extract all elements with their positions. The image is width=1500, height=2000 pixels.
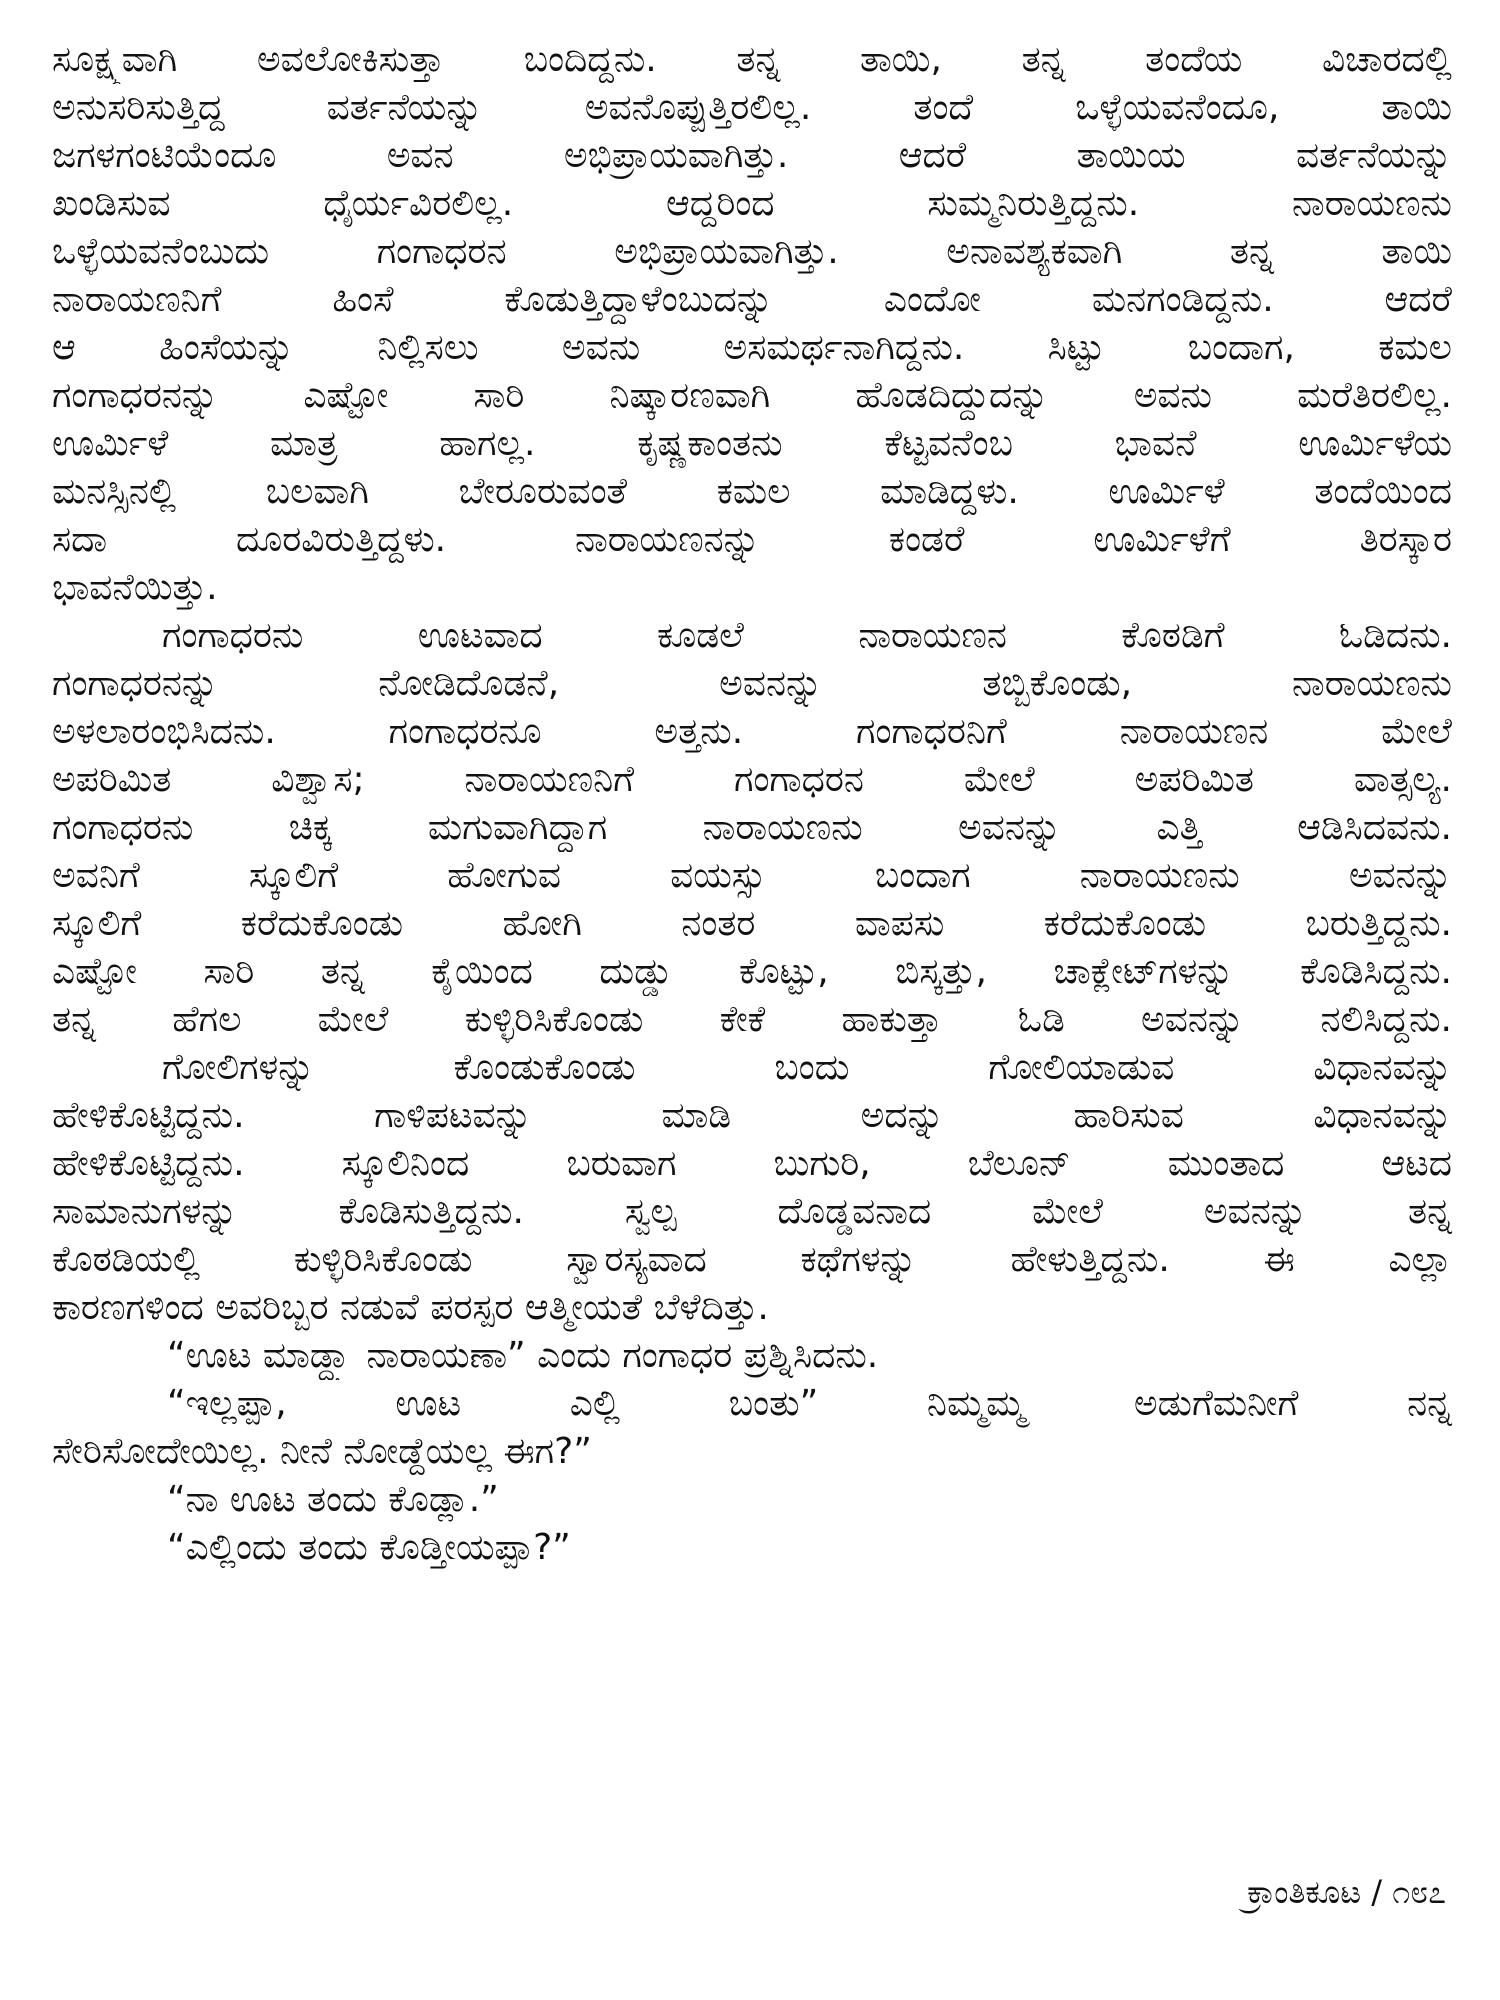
text-line: ಅಳಲಾರಂಭಿಸಿದನು. ಗಂಗಾಧರನೂ ಅತ್ತನು. ಗಂಗಾಧರನಿಗೆ ನಾರಾಯಣನ ಮೇಲೆ: [52, 711, 1452, 752]
text-line: ಗೋಲಿಗಳನ್ನು ಕೊಂಡುಕೊಂಡು ಬಂದು ಗೋಲಿಯಾಡುವ ವಿಧಾನವನ್ನು: [162, 1047, 1452, 1088]
text-line: “ನಾ ಊಟ ತಂದು ಕೊಡ್ಲಾ.”: [167, 1479, 499, 1520]
text-line: ಅಪರಿಮಿತ ವಿಶ್ವಾಸ; ನಾರಾಯಣನಿಗೆ ಗಂಗಾಧರನ ಮೇಲೆ ಅಪರಿಮಿತ ವಾತ್ಸಲ್ಯ.: [52, 759, 1452, 800]
text-line: “ಇಲ್ಲಪ್ಪಾ, ಊಟ ಎಲ್ಲಿ ಬಂತು” ನಿಮ್ಮಮ್ಮ ಅಡುಗೆಮನೀಗೆ ನನ್ನ: [167, 1383, 1452, 1424]
text-line: ಎಷ್ಟೋ ಸಾರಿ ತನ್ನ ಕೈಯಿಂದ ದುಡ್ಡು ಕೊಟ್ಟು, ಬಿಸ್ಕತ್ತು, ಚಾಕ್ಲೇಟ್‌ಗಳನ್ನು ಕೊಡಿಸಿದ್ದನು.: [52, 951, 1452, 992]
text-line: ಸೂಕ್ಷ್ಮವಾಗಿ ಅವಲೋಕಿಸುತ್ತಾ ಬಂದಿದ್ದನು. ತನ್ನ ತಾಯಿ, ತನ್ನ ತಂದೆಯ ವಿಚಾರದಲ್ಲಿ: [52, 39, 1452, 80]
text-line: ಸಾಮಾನುಗಳನ್ನು ಕೊಡಿಸುತ್ತಿದ್ದನು. ಸ್ವಲ್ಪ ದೊಡ್ಡವನಾದ ಮೇಲೆ ಅವನನ್ನು ತನ್ನ: [52, 1191, 1452, 1232]
text-line: ಕಾರಣಗಳಿಂದ ಅವರಿಬ್ಬರ ನಡುವೆ ಪರಸ್ಪರ ಆತ್ಮೀಯತೆ ಬೆಳೆದಿತ್ತು.: [52, 1287, 769, 1328]
text-line: ಗಂಗಾಧರನು ಊಟವಾದ ಕೂಡಲೆ ನಾರಾಯಣನ ಕೊಠಡಿಗೆ ಓಡಿದನು.: [162, 615, 1452, 656]
paragraph-3: [52, 1044, 1452, 1332]
dialogue-2: [52, 1380, 1452, 1476]
text-line: “ಊಟ ಮಾಡ್ದ್ಯಾ ನಾರಾಯಣಾ” ಎಂದು ಗಂಗಾಧರ ಪ್ರಶ್ನಿಸಿದನು.: [167, 1335, 879, 1376]
text-line: ಸದಾ ದೂರವಿರುತ್ತಿದ್ದಳು. ನಾರಾಯಣನನ್ನು ಕಂಡರೆ ಊರ್ಮಿಳೆಗೆ ತಿರಸ್ಕಾರ: [52, 519, 1452, 560]
text-line: ತನ್ನ ಹೆಗಲ ಮೇಲೆ ಕುಳ್ಳಿರಿಸಿಕೊಂಡು ಕೇಕೆ ಹಾಕುತ್ತಾ ಓಡಿ ಅವನನ್ನು ನಲಿಸಿದ್ದನು.: [52, 999, 1452, 1040]
text-line: ಅನುಸರಿಸುತ್ತಿದ್ದ ವರ್ತನೆಯನ್ನು ಅವನೊಪ್ಪುತ್ತಿರಲಿಲ್ಲ. ತಂದೆ ಒಳ್ಳೆಯವನೆಂದೂ, ತಾಯಿ: [52, 87, 1452, 128]
dialogue-4: [52, 1524, 1452, 1572]
text-line: ಊರ್ಮಿಳೆ ಮಾತ್ರ ಹಾಗಲ್ಲ. ಕೃಷ್ಣಕಾಂತನು ಕೆಟ್ಟವನೆಂಬ ಭಾವನೆ ಊರ್ಮಿಳೆಯ: [52, 423, 1452, 464]
text-line: “ಎಲ್ಲಿಂದು ತಂದು ಕೊಡ್ತೀಯಪ್ಪಾ?”: [167, 1527, 571, 1568]
text-line: ಗಂಗಾಧರನನ್ನು ಎಷ್ಟೋ ಸಾರಿ ನಿಷ್ಕಾರಣವಾಗಿ ಹೊಡದಿದ್ದುದನ್ನು ಅವನು ಮರೆತಿರಲಿಲ್ಲ.: [52, 375, 1452, 416]
text-line: ಭಾವನೆಯಿತ್ತು.: [52, 567, 218, 608]
text-line: ಗಂಗಾಧರನನ್ನು ನೋಡಿದೊಡನೆ, ಅವನನ್ನು ತಬ್ಬಿಕೊಂಡು, ನಾರಾಯಣನು: [52, 663, 1452, 704]
dialogue-3: [52, 1476, 1452, 1524]
paragraph-2: [52, 612, 1452, 1044]
text-line: ಹೇಳಿಕೊಟ್ಟಿದ್ದನು. ಗಾಳಿಪಟವನ್ನು ಮಾಡಿ ಅದನ್ನು ಹಾರಿಸುವ ವಿಧಾನವನ್ನು: [52, 1095, 1452, 1136]
text-line: ಕೊಠಡಿಯಲ್ಲಿ ಕುಳ್ಳಿರಿಸಿಕೊಂಡು ಸ್ವಾರಸ್ಯವಾದ ಕಥೆಗಳನ್ನು ಹೇಳುತ್ತಿದ್ದನು. ಈ ಎಲ್ಲಾ: [52, 1239, 1452, 1280]
text-line: ನಾರಾಯಣನಿಗೆ ಹಿಂಸೆ ಕೊಡುತ್ತಿದ್ದಾಳೆಂಬುದನ್ನು ಎಂದೋ ಮನಗಂಡಿದ್ದನು. ಆದರೆ: [52, 279, 1452, 320]
text-line: ಮನಸ್ಸಿನಲ್ಲಿ ಬಲವಾಗಿ ಬೇರೂರುವಂತೆ ಕಮಲ ಮಾಡಿದ್ದಳು. ಊರ್ಮಿಳೆ ತಂದೆಯಿಂದ: [52, 471, 1452, 512]
text-line: ಅವನಿಗೆ ಸ್ಕೂಲಿಗೆ ಹೋಗುವ ವಯಸ್ಸು ಬಂದಾಗ ನಾರಾಯಣನು ಅವನನ್ನು: [52, 855, 1452, 896]
book-page: [52, 36, 1452, 1956]
text-line: ಗಂಗಾಧರನು ಚಿಕ್ಕ ಮಗುವಾಗಿದ್ದಾಗ ನಾರಾಯಣನು ಅವನನ್ನು ಎತ್ತಿ ಆಡಿಸಿದವನು.: [52, 807, 1452, 848]
page-footer: ಕ್ರಾಂತಿಕೂಟ / ೧೮೭: [1247, 1873, 1446, 1911]
paragraph-1: [52, 36, 1452, 612]
text-line: ಆ ಹಿಂಸೆಯನ್ನು ನಿಲ್ಲಿಸಲು ಅವನು ಅಸಮರ್ಥನಾಗಿದ್ದನು. ಸಿಟ್ಟು ಬಂದಾಗ, ಕಮಲ: [52, 327, 1452, 368]
text-line: ಖಂಡಿಸುವ ಧೈರ್ಯವಿರಲಿಲ್ಲ. ಆದ್ದರಿಂದ ಸುಮ್ಮನಿರುತ್ತಿದ್ದನು. ನಾರಾಯಣನು: [52, 183, 1452, 224]
dialogue-1: [52, 1332, 1452, 1380]
text-line: ಹೇಳಿಕೊಟ್ಟಿದ್ದನು. ಸ್ಕೂಲಿನಿಂದ ಬರುವಾಗ ಬುಗುರಿ, ಬೆಲೂನ್ ಮುಂತಾದ ಆಟದ: [52, 1143, 1452, 1184]
text-line: ಸೇರಿಸೋದೇಯಿಲ್ಲ. ನೀನೆ ನೋಡ್ದೆಯಲ್ಲ ಈಗ?”: [52, 1431, 592, 1472]
text-line: ಸ್ಕೂಲಿಗೆ ಕರೆದುಕೊಂಡು ಹೋಗಿ ನಂತರ ವಾಪಸು ಕರೆದುಕೊಂಡು ಬರುತ್ತಿದ್ದನು.: [52, 903, 1452, 944]
text-line: ಜಗಳಗಂಟಿಯೆಂದೂ ಅವನ ಅಭಿಪ್ರಾಯವಾಗಿತ್ತು. ಆದರೆ ತಾಯಿಯ ವರ್ತನೆಯನ್ನು: [52, 135, 1452, 176]
text-line: ಒಳ್ಳೆಯವನೆಂಬುದು ಗಂಗಾಧರನ ಅಭಿಪ್ರಾಯವಾಗಿತ್ತು. ಅನಾವಶ್ಯಕವಾಗಿ ತನ್ನ ತಾಯಿ: [52, 231, 1452, 272]
